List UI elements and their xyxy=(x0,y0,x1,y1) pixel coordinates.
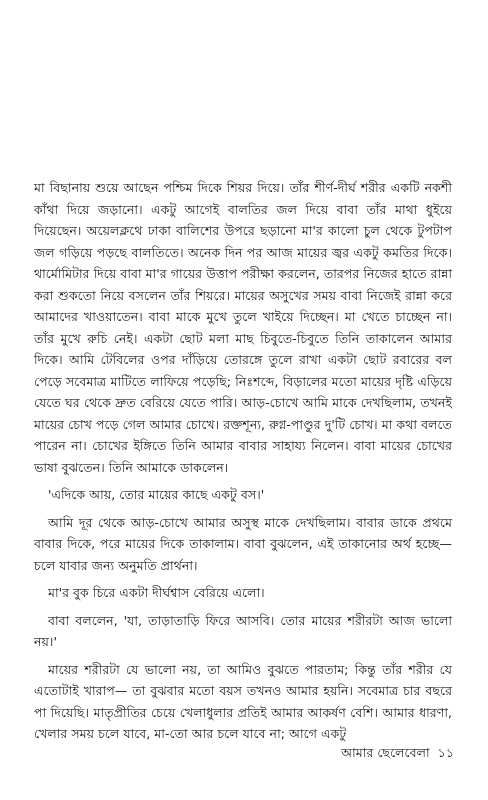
paragraph: বাবা বললেন, 'যা, তাড়াতাড়ি ফিরে আসবি। তোর মায়ের শরীরটা আজ ভালো নয়।' xyxy=(34,612,452,649)
page-footer xyxy=(341,744,454,762)
paragraph: মায়ের শরীরটা যে ভালো নয়, তা আমিও বুঝতে পারতাম; কিন্তু তাঁর শরীর যে এতোটাই খারাপ— তা বুঝবার মতো বয়স তখনও আমার হয়নি। সবেমাত্র চার বছরে পা দিয়েছি। মাতৃপ্রীতির চেয়ে খেলাধুলার প্রতিই আমার আকর্ষণ বেশি। আমার ধারণা, খেলার সময় চলে যাবে, মা-তো আর চলে যাবে না; আগে একটু xyxy=(34,661,452,741)
paragraph: মা'র বুক চিরে একটা দীর্ঘশ্বাস বেরিয়ে এলো। xyxy=(48,585,265,600)
paragraph: মা বিছানায় শুয়ে আছেন পশ্চিম দিকে শিয়র দিয়ে। তাঁর শীর্ণ-দীর্ঘ শরীর একটি নকশী কাঁথা দিয়ে জড়ানো। একটু আগেই বালতির জল দিয়ে বাবা তাঁর মাথা ধুইয়ে দিয়েছেন। অয়েলক্লথে ঢাকা বালিশের উপরে ছড়ানো মা'র কালো চুল থেকে টুপটাপ জল গড়িয়ে পড়ছে বালতিতে। অনেক দিন পর আজ মায়ের জ্বর একটু কমতির দিকে। থার্মোমিটার দিয়ে বাবা মা'র গায়ের উত্তাপ পরীক্ষা করলেন, তারপর নিজের হাতে রান্না করা শুকতো নিয়ে বসলেন তাঁর শিয়রে। মায়ের অসুখের সময় বাবা নিজেই রান্না করে আমাদের খাওয়াতেন। বাবা মাকে মুখে তুলে খাইয়ে দিচ্ছেন। মা খেতে চাচ্ছেন না। তাঁর মুখে রুচি নেই। একটা ছোট মলা মাছ চিবুতে-চিবুতে তিনি তাকালেন আমার দিকে। আমি টেবিলের ওপর দাঁড়িয়ে তোরঙ্গে তুলে রাখা একটা ছোট রবারের বল পেড়ে সবেমাত্র মাটিতে লাফিয়ে পড়েছি; নিঃশব্দে, বিড়ালের মতো মায়ের দৃষ্টি এড়িয়ে যেতে ঘর থেকে দ্রুত বেরিয়ে যেতে পারি। আড়-চোখে আমি মাকে দেখছিলাম, তখনই মায়ের চোখ পড়ে গেল আমার চোখে। রক্তশূন্য, রুগ্ন-পাণ্ডুর দু'টি চোখ। মা কথা বলতে পারেন না। চোখের ইঙ্গিতে তিনি আমার বাবার সাহায্য নিলেন। বাবা মায়ের চোখের ভাষা বুঝতেন। তিনি আমাকে ডাকলেন। xyxy=(34,180,452,475)
paragraph: 'এদিকে আয়, তোর মায়ের কাছে একটু বস।' xyxy=(48,487,265,502)
paragraph: আমি দূর থেকে আড়-চোখে আমার অসুস্থ মাকে দেখছিলাম। বাবার ডাকে প্রথমে বাবার দিকে, পরে মায়ের দিকে তাকালাম। বাবা বুঝলেন, এই তাকানোর অর্থ হচ্ছে— চলে যাবার জন্য অনুমতি প্রার্থনা। xyxy=(34,514,452,573)
body-text xyxy=(34,177,452,745)
running-title: আমার ছেলেবেলা xyxy=(341,745,430,760)
page-number: ১১ xyxy=(437,745,454,760)
